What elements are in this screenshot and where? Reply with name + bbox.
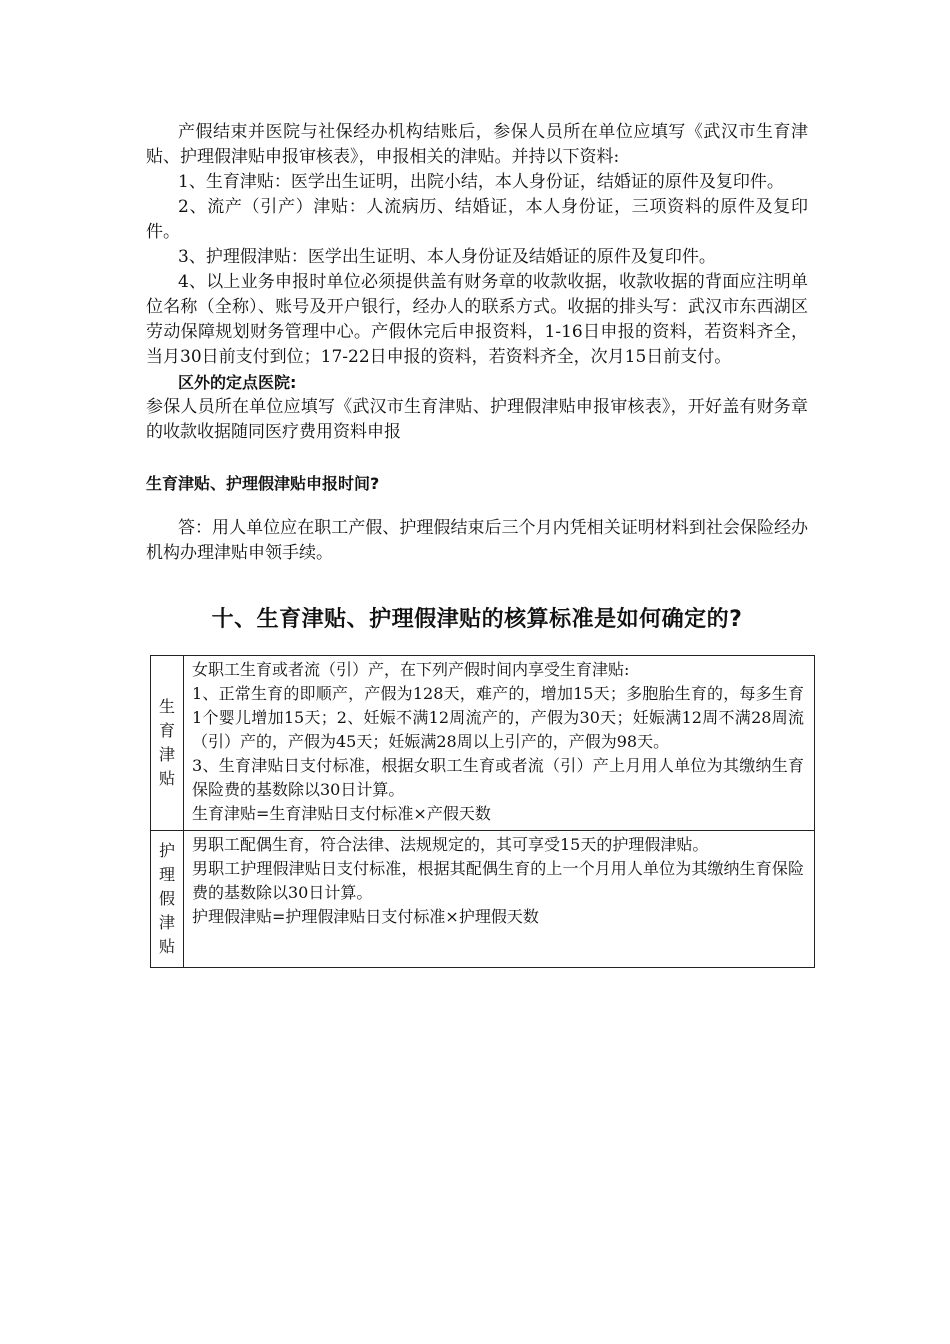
out-hospital-text: 参保人员所在单位应填写《武汉市生育津贴、护理假津贴申报审核表》，开好盖有财务章的收款收据随同医疗费用资料申报 [146,397,808,442]
maternity-line-4: 生育津贴=生育津贴日支付标准×产假天数 [192,804,491,823]
row-content-maternity [184,656,815,831]
list-item-3: 3、护理假津贴：医学出生证明、本人身份证及结婚证的原件及复印件。 [178,247,716,267]
section-title: 十、生育津贴、护理假津贴的核算标准是如何确定的? [211,607,743,632]
table-row-nursing [151,831,815,968]
maternity-line-3: 3、生育津贴日支付标准，根据女职工生育或者流（引）产上月用人单位为其缴纳生育保险费的基数除以30日计算。 [192,756,804,799]
nursing-line-1: 男职工配偶生育，符合法律、法规规定的，其可享受15天的护理假津贴。 [192,835,709,854]
list-item-2: 2、流产（引产）津贴：人流病历、结婚证，本人身份证，三项资料的原件及复印件。 [146,197,808,242]
intro-paragraph: 产假结束并医院与社保经办机构结账后，参保人员所在单位应填写《武汉市生育津贴、护理假津贴申报审核表》，申报相关的津贴。并持以下资料: [146,122,808,167]
allowance-table [150,655,815,968]
question-title: 生育津贴、护理假津贴申报时间? [146,474,380,493]
row-content-nursing [184,831,815,968]
row-label-maternity: 生 育 津 贴 [151,656,184,831]
nursing-line-3: 护理假津贴=护理假津贴日支付标准×护理假天数 [192,907,539,926]
table-row-maternity [151,656,815,831]
maternity-line-2: 1、正常生育的即顺产，产假为128天，难产的，增加15天；多胞胎生育的，每多生育1个婴儿增加15天；2、妊娠不满12周流产的，产假为30天；妊娠满12周不满28周流（引）产的，产假为45天；妊娠满28周以上引产的，产假为98天。 [192,684,804,751]
out-hospital-title: 区外的定点医院: [178,373,297,392]
document-body [146,120,808,968]
list-item-4: 4、以上业务申报时单位必须提供盖有财务章的收款收据，收款收据的背面应注明单位名称（全称）、账号及开户银行，经办人的联系方式。收据的排头写：武汉市东西湖区劳动保障规划财务管理中心。产假休完后申报资料，1-16日申报的资料，若资料齐全，当月30日前支付到位；17-22日申报的资料，若资料齐全，次月15日前支付。 [146,272,808,367]
question-answer: 答：用人单位应在职工产假、护理假结束后三个月内凭相关证明材料到社会保险经办机构办理津贴申领手续。 [146,518,808,563]
list-item-1: 1、生育津贴：医学出生证明，出院小结，本人身份证，结婚证的原件及复印件。 [178,172,784,192]
nursing-line-2: 男职工护理假津贴日支付标准，根据其配偶生育的上一个月用人单位为其缴纳生育保险费的基数除以30日计算。 [192,859,804,902]
row-label-nursing: 护 理 假 津 贴 [151,831,184,968]
maternity-line-1: 女职工生育或者流（引）产，在下列产假时间内享受生育津贴: [192,660,630,679]
